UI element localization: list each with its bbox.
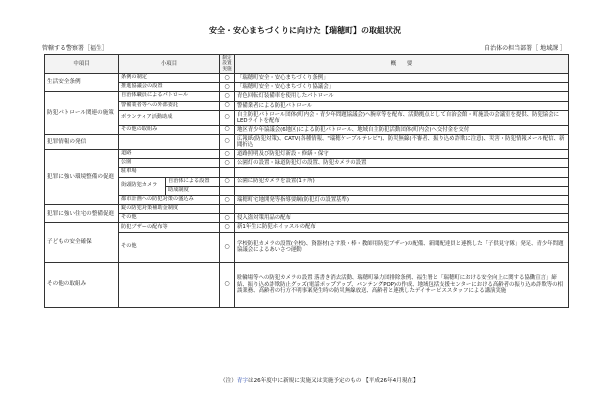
- status-mark: ○: [220, 177, 235, 186]
- table-row: [45, 101, 569, 110]
- summary-cell: 自主防犯パトロール団体(町内会・青少年問題協議会)へ腕章等を配布、活動拠点として自治会館・町施設の会議室を提供、防犯協会にLEDライトを配布: [235, 110, 569, 125]
- summary-cell: [235, 168, 569, 177]
- item-cell: 防犯ブザーの配布等: [119, 223, 220, 232]
- summary-cell: [235, 186, 569, 195]
- police-station-label: 管轄する警察署［福生］: [42, 45, 109, 52]
- status-mark: ○: [220, 214, 235, 223]
- category-cell: 犯罪に強い環境整備の促進: [45, 149, 119, 204]
- item-cell: その他: [119, 214, 220, 223]
- table-row: [45, 110, 569, 125]
- summary-cell: 警備業者による防犯パトロール: [235, 101, 569, 110]
- status-mark: ○: [220, 149, 235, 158]
- item-cell: 都市計画への防犯対策の盛込み: [119, 195, 220, 204]
- summary-cell: 広報紙(防犯対策)、CATV(各種情報、"瑞穂ケーブルテレビ")、防災無線(不審者、振り込め詐欺に注意)、災害・防犯情報メール配信、新聞折込: [235, 134, 569, 149]
- summary-cell: 青色回転灯装備車を使用したパトロール: [235, 92, 569, 101]
- table-row: [45, 214, 569, 223]
- table-row: [45, 134, 569, 149]
- table-row: [45, 149, 569, 158]
- item-cell: ボランティア活動助成: [119, 110, 220, 125]
- summary-cell: 「瑞穂町安全・安心まちづくり条例」: [235, 74, 569, 83]
- summary-cell: 道路照明及び防犯灯新設・修繕・保守: [235, 149, 569, 158]
- summary-cell: 地区青少年協議会(6地区)による防犯パトロール、地域自主防犯活動団体(町内会)へ交付金を交付: [235, 125, 569, 134]
- table-row: [45, 205, 569, 214]
- category-cell: その他の取組み: [45, 262, 119, 307]
- summary-cell: 新1年生に防犯ホイッスルの配布: [235, 223, 569, 232]
- summary-cell: [235, 205, 569, 214]
- page-title: 安全・安心まちづくりに向けた【瑞穂町】の取組状況: [209, 26, 401, 35]
- status-mark: ○: [220, 134, 235, 149]
- item-cell: 道路: [119, 149, 220, 158]
- initiatives-table: [44, 54, 569, 308]
- item-cell: 推進協議会の設置: [119, 83, 220, 92]
- status-mark: [220, 168, 235, 177]
- footnote: [220, 376, 419, 384]
- item-cell: その他: [119, 232, 220, 262]
- footnote-blue-word: 青字: [236, 378, 248, 384]
- status-mark: ○: [220, 159, 235, 168]
- status-mark: ○: [220, 74, 235, 83]
- item-cell: 公園: [119, 159, 220, 168]
- status-mark: ○: [220, 262, 235, 307]
- summary-cell: 公園に防犯カメラを設置(1ヶ所): [235, 177, 569, 186]
- item-cell: 錠の防犯対策補助金制度: [119, 205, 220, 214]
- category-cell: 犯罪情報の発信: [45, 134, 119, 149]
- status-mark: ○: [220, 110, 235, 125]
- status-mark: [220, 186, 235, 195]
- item-cell: 条例の制定: [119, 74, 220, 83]
- table-row: [45, 125, 569, 134]
- table-header-row: [45, 55, 569, 74]
- category-cell: 子どもの安全確保: [45, 223, 119, 262]
- table-row: [45, 223, 569, 232]
- table-row: [45, 177, 569, 186]
- table-row: [45, 74, 569, 83]
- table-row: [45, 92, 569, 101]
- header-summary: 概 要: [235, 55, 569, 74]
- footnote-prefix: （注）: [220, 378, 237, 384]
- summary-cell: 公園灯の設置・緑道防犯灯の設置、防犯カメラの設置: [235, 159, 569, 168]
- status-mark: ○: [220, 232, 235, 262]
- status-mark: ○: [220, 92, 235, 101]
- category-cell: 生活安全条例: [45, 74, 119, 92]
- item-cell: その他の取組み: [119, 125, 220, 134]
- item-cell: 街頭防犯カメラ: [119, 177, 166, 195]
- table-row: [45, 159, 569, 168]
- table-row: [45, 168, 569, 177]
- category-cell: 防犯パトロール関連の施策: [45, 92, 119, 135]
- header-middle: 中項目: [45, 55, 119, 74]
- item-cell: [119, 262, 220, 307]
- item-cell: 警備業者等への外部委託: [119, 101, 220, 110]
- summary-cell: 学校防犯カメラの設置(全校)、資器材(さす股・棒・教師用防犯ブザー)の配備、新聞配達員と連携した「子供見守隊」発足、青少年問題協議会によるあいさつ運動: [235, 232, 569, 262]
- summary-cell: 瑞穂町宅地開発等指導要綱(防犯灯の設置基準): [235, 195, 569, 204]
- item-cell: [119, 134, 220, 149]
- table-row: [45, 262, 569, 307]
- status-mark: ○: [220, 223, 235, 232]
- table-row: [45, 195, 569, 204]
- municipal-dept-label: 自治体の担当部署［ 地域課 ］: [484, 45, 566, 52]
- summary-cell: 「瑞穂町安全・安心まちづくり協議会」: [235, 83, 569, 92]
- subitem-cell: 自治体による設置: [166, 177, 220, 186]
- category-cell: 犯罪に強い住宅の整備促進: [45, 205, 119, 223]
- summary-cell: 侵入盗対策用品の配布: [235, 214, 569, 223]
- table-row: [45, 232, 569, 262]
- status-mark: ○: [220, 195, 235, 204]
- footnote-rest: は26年度中に新規に実施又は実施予定のもの 【平成26年4月現在】: [248, 378, 419, 384]
- subitem-cell: 助成制度: [166, 186, 220, 195]
- summary-cell: 駐輪場等への防犯カメラの設置 落書き消去活動、瑞穂町暴力団排除条例、福生署と「瑞穂町における安全向上に関する協働宣言」締結、振り込め詐欺防止グッズ(電話ポップアップ、バンテングPOP)の作成、地域包括支援センターにおける高齢者の振り込め詐欺等の相談業務、高齢者の行方不明事案発生時の防災無線放送、高齢者と連携したデイサービススタッフによる講演実施: [235, 262, 569, 307]
- status-mark: ○: [220, 125, 235, 134]
- item-cell: 駐車場: [119, 168, 220, 177]
- status-mark: [220, 205, 235, 214]
- header-status: 制定設置実施: [220, 55, 235, 74]
- header-small: 小項目: [119, 55, 220, 74]
- status-mark: ○: [220, 101, 235, 110]
- table-row: [45, 83, 569, 92]
- item-cell: 自治体職員によるパトロール: [119, 92, 220, 101]
- status-mark: ○: [220, 83, 235, 92]
